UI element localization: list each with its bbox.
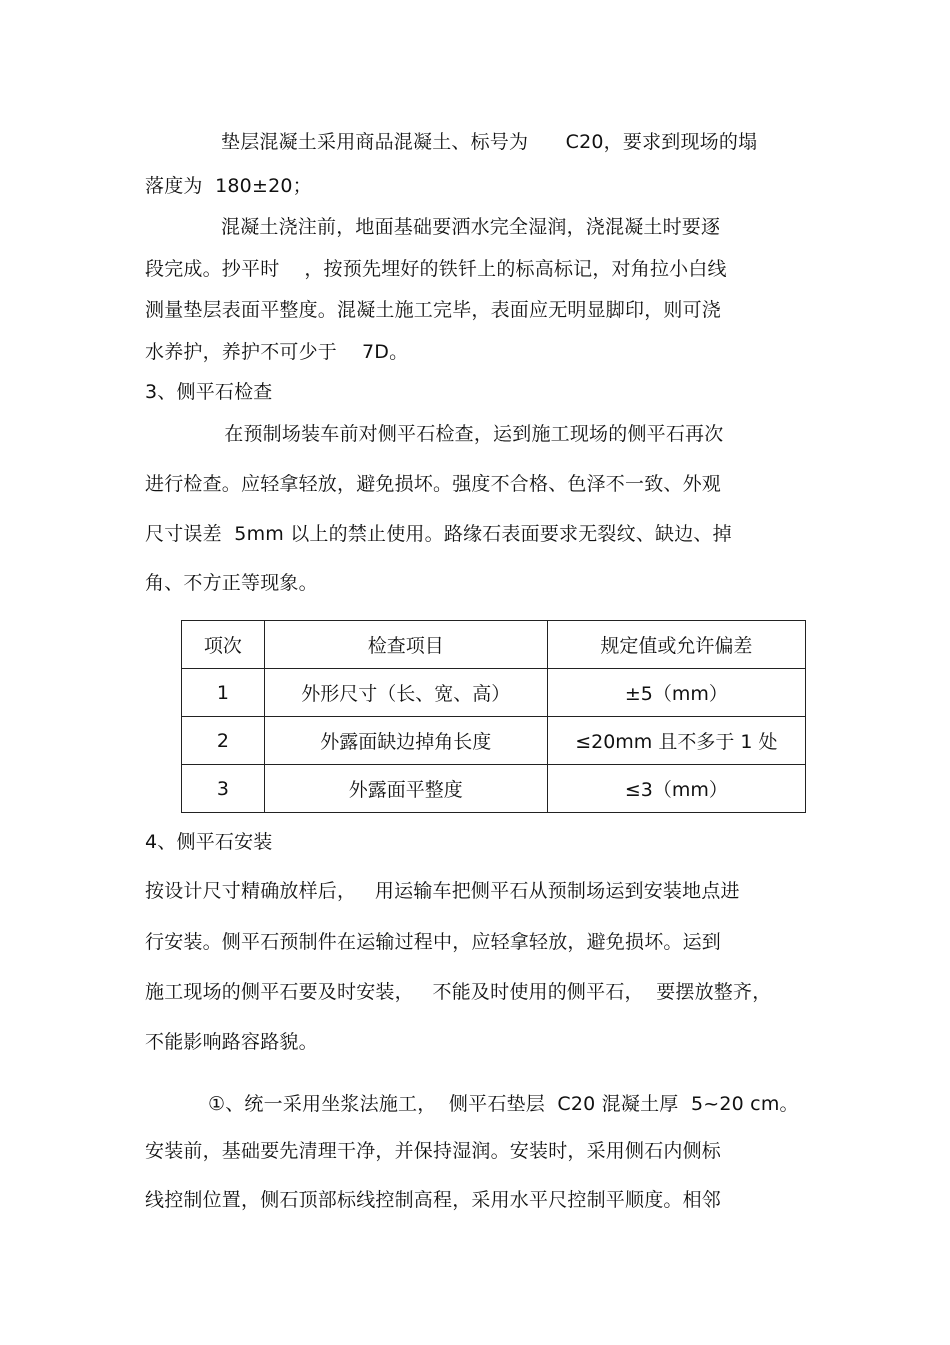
text-line: 段完成。抄平时 ，按预先埋好的铁钎上的标高标记，对角拉小白线 xyxy=(145,258,727,280)
table-cell: 2 xyxy=(182,717,265,765)
inspection-table xyxy=(181,620,806,813)
table-row xyxy=(182,717,806,765)
table-header-row xyxy=(182,621,806,669)
text-line: 行安装。侧平石预制件在运输过程中，应轻拿轻放，避免损坏。运到 xyxy=(145,931,722,953)
text-line: 水养护，养护不可少于 7D。 xyxy=(145,341,409,363)
table-cell: ±5（mm） xyxy=(547,669,805,717)
table-cell: 外露面缺边掉角长度 xyxy=(264,717,547,765)
table-header-cell: 项次 xyxy=(182,621,265,669)
section-heading-installation: 4、侧平石安装 xyxy=(145,831,273,853)
table-cell: 外形尺寸（长、宽、高） xyxy=(264,669,547,717)
text-line: 不能影响路容路貌。 xyxy=(145,1031,318,1053)
section-heading-inspection: 3、侧平石检查 xyxy=(145,381,273,403)
table-header-cell: 规定值或允许偏差 xyxy=(547,621,805,669)
text-line: 线控制位置，侧石顶部标线控制高程，采用水平尺控制平顺度。相邻 xyxy=(145,1189,722,1211)
text-line: 进行检查。应轻拿轻放，避免损坏。强度不合格、色泽不一致、外观 xyxy=(145,473,722,495)
table-row xyxy=(182,765,806,813)
table-cell: 3 xyxy=(182,765,265,813)
text-line: 施工现场的侧平石要及时安装， 不能及时使用的侧平石， 要摆放整齐， xyxy=(145,981,772,1003)
table-header-cell: 检查项目 xyxy=(264,621,547,669)
text-line: 测量垫层表面平整度。混凝土施工完毕，表面应无明显脚印，则可浇 xyxy=(145,299,722,321)
text-line: 安装前，基础要先清理干净，并保持湿润。安装时，采用侧石内侧标 xyxy=(145,1140,722,1162)
table-cell: 外露面平整度 xyxy=(264,765,547,813)
table-cell: 1 xyxy=(182,669,265,717)
text-line: 混凝土浇注前，地面基础要洒水完全湿润，浇混凝土时要逐 xyxy=(221,216,721,238)
table-cell: ≤20mm 且不多于 1 处 xyxy=(547,717,805,765)
text-line: 角、不方正等现象。 xyxy=(145,572,318,594)
text-line: 落度为 180±20； xyxy=(145,175,312,197)
text-line: 尺寸误差 5mm 以上的禁止使用。路缘石表面要求无裂纹、缺边、掉 xyxy=(145,523,732,545)
text-line: 垫层混凝土采用商品混凝土、标号为 C20，要求到现场的塌 xyxy=(221,131,758,153)
text-line: ①、统一采用坐浆法施工， 侧平石垫层 C20 混凝土厚 5~20 cm。 xyxy=(208,1093,799,1115)
text-line: 在预制场装车前对侧平石检查，运到施工现场的侧平石再次 xyxy=(218,423,724,445)
table-row xyxy=(182,669,806,717)
text-line: 按设计尺寸精确放样后， 用运输车把侧平石从预制场运到安装地点进 xyxy=(145,880,740,902)
table-cell: ≤3（mm） xyxy=(547,765,805,813)
